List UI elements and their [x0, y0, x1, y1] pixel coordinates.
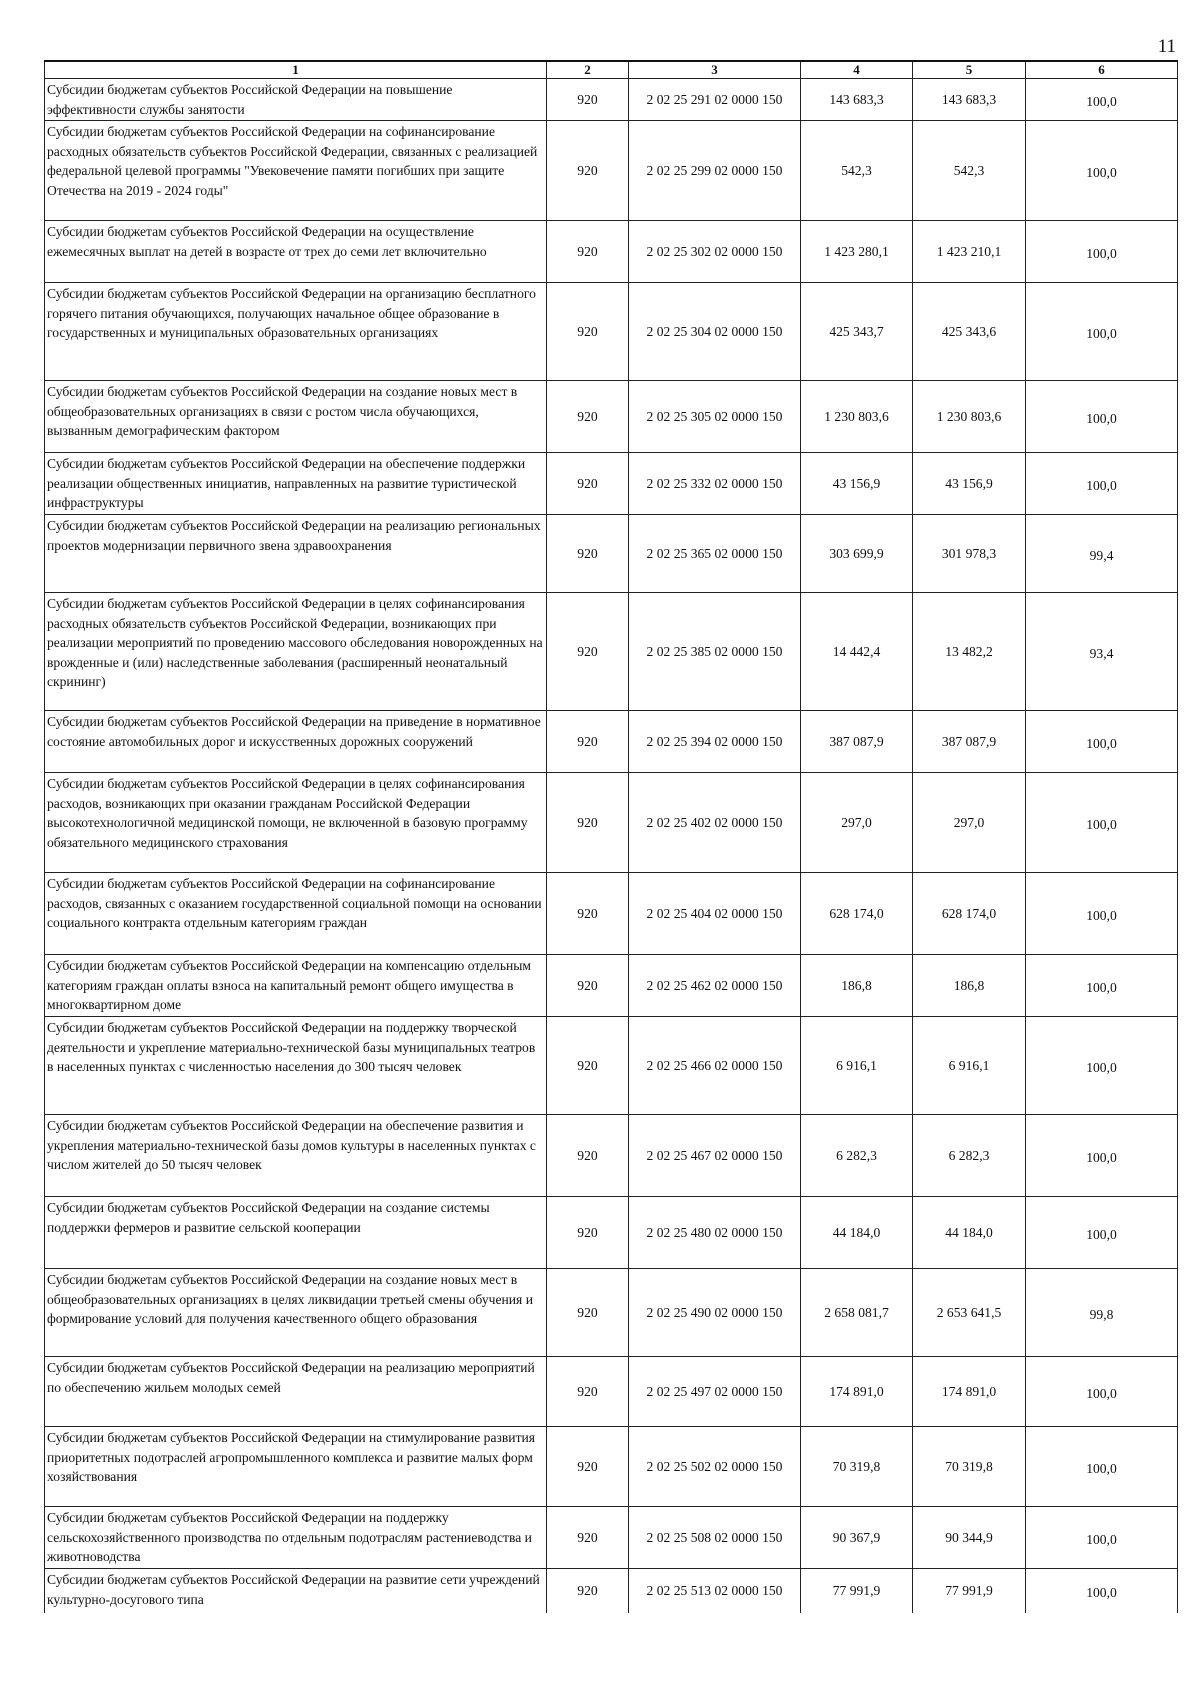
executed-amount: 44 184,0	[913, 1197, 1026, 1269]
subsidy-description: Субсидии бюджетам субъектов Российской Федерации на развитие сети учреждений культурно-досугового типа	[45, 1569, 547, 1613]
column-header: 2	[547, 61, 629, 79]
admin-code: 920	[547, 1197, 629, 1269]
budget-classification-code: 2 02 25 394 02 0000 150	[629, 711, 801, 773]
planned-amount: 297,0	[801, 773, 913, 873]
executed-amount: 186,8	[913, 955, 1026, 1017]
admin-code: 920	[547, 1269, 629, 1357]
execution-percent: 100,0	[1026, 283, 1178, 381]
table-row	[45, 1269, 1178, 1357]
planned-amount: 14 442,4	[801, 593, 913, 711]
admin-code: 920	[547, 1017, 629, 1115]
subsidy-description: Субсидии бюджетам субъектов Российской Федерации на софинансирование расходов, связанных с оказанием государственной социальной помощи на основании социального контракта отдельным категориям граждан	[45, 873, 547, 955]
subsidy-description: Субсидии бюджетам субъектов Российской Федерации на повышение эффективности службы занятости	[45, 79, 547, 121]
planned-amount: 70 319,8	[801, 1427, 913, 1507]
executed-amount: 1 423 210,1	[913, 221, 1026, 283]
budget-classification-code: 2 02 25 462 02 0000 150	[629, 955, 801, 1017]
column-header: 4	[801, 61, 913, 79]
subsidy-description: Субсидии бюджетам субъектов Российской Федерации в целях софинансирования расходных обязательств субъектов Российской Федерации, возникающих при реализации мероприятий по проведению массового обследования новорожденных на врожденные и (или) наследственные заболевания (расширенный неонатальный скрининг)	[45, 593, 547, 711]
execution-percent: 100,0	[1026, 453, 1178, 515]
subsidy-description: Субсидии бюджетам субъектов Российской Федерации на поддержку сельскохозяйственного производства по отдельным подотраслям растениеводства и животноводства	[45, 1507, 547, 1569]
budget-classification-code: 2 02 25 305 02 0000 150	[629, 381, 801, 453]
column-header: 1	[45, 61, 547, 79]
subsidy-description: Субсидии бюджетам субъектов Российской Федерации на осуществление ежемесячных выплат на детей в возрасте от трех до семи лет включительно	[45, 221, 547, 283]
budget-classification-code: 2 02 25 490 02 0000 150	[629, 1269, 801, 1357]
planned-amount: 6 282,3	[801, 1115, 913, 1197]
admin-code: 920	[547, 1115, 629, 1197]
table-row	[45, 711, 1178, 773]
planned-amount: 387 087,9	[801, 711, 913, 773]
table-row	[45, 955, 1178, 1017]
admin-code: 920	[547, 1569, 629, 1613]
budget-classification-code: 2 02 25 302 02 0000 150	[629, 221, 801, 283]
subsidy-description: Субсидии бюджетам субъектов Российской Федерации на реализацию мероприятий по обеспечению жильем молодых семей	[45, 1357, 547, 1427]
execution-percent: 100,0	[1026, 381, 1178, 453]
table-row	[45, 1357, 1178, 1427]
execution-percent: 100,0	[1026, 79, 1178, 121]
budget-classification-code: 2 02 25 467 02 0000 150	[629, 1115, 801, 1197]
planned-amount: 303 699,9	[801, 515, 913, 593]
table-header-row	[45, 61, 1178, 79]
admin-code: 920	[547, 515, 629, 593]
planned-amount: 174 891,0	[801, 1357, 913, 1427]
subsidy-description: Субсидии бюджетам субъектов Российской Федерации в целях софинансирования расходов, возникающих при оказании гражданам Российской Федерации высокотехнологичной медицинской помощи, не включенной в базовую программу обязательного медицинского страхования	[45, 773, 547, 873]
executed-amount: 2 653 641,5	[913, 1269, 1026, 1357]
table-row	[45, 515, 1178, 593]
budget-classification-code: 2 02 25 291 02 0000 150	[629, 79, 801, 121]
execution-percent: 100,0	[1026, 873, 1178, 955]
budget-classification-code: 2 02 25 480 02 0000 150	[629, 1197, 801, 1269]
planned-amount: 90 367,9	[801, 1507, 913, 1569]
subsidy-description: Субсидии бюджетам субъектов Российской Федерации на создание системы поддержки фермеров и развитие сельской кооперации	[45, 1197, 547, 1269]
admin-code: 920	[547, 593, 629, 711]
planned-amount: 6 916,1	[801, 1017, 913, 1115]
planned-amount: 43 156,9	[801, 453, 913, 515]
planned-amount: 542,3	[801, 121, 913, 221]
executed-amount: 77 991,9	[913, 1569, 1026, 1613]
execution-percent: 100,0	[1026, 1569, 1178, 1613]
execution-percent: 100,0	[1026, 1357, 1178, 1427]
subsidy-description: Субсидии бюджетам субъектов Российской Федерации на создание новых мест в общеобразовательных организациях в связи с ростом числа обучающихся, вызванным демографическим фактором	[45, 381, 547, 453]
admin-code: 920	[547, 121, 629, 221]
table-row	[45, 1427, 1178, 1507]
budget-classification-code: 2 02 25 497 02 0000 150	[629, 1357, 801, 1427]
budget-classification-code: 2 02 25 299 02 0000 150	[629, 121, 801, 221]
admin-code: 920	[547, 873, 629, 955]
admin-code: 920	[547, 773, 629, 873]
column-header: 6	[1026, 61, 1178, 79]
planned-amount: 143 683,3	[801, 79, 913, 121]
executed-amount: 542,3	[913, 121, 1026, 221]
table-row	[45, 1115, 1178, 1197]
execution-percent: 100,0	[1026, 1507, 1178, 1569]
execution-percent: 100,0	[1026, 711, 1178, 773]
execution-percent: 99,8	[1026, 1269, 1178, 1357]
subsidy-description: Субсидии бюджетам субъектов Российской Федерации на софинансирование расходных обязательств субъектов Российской Федерации, связанных с реализацией федеральной целевой программы "Увековечение памяти погибших при защите Отечества на 2019 - 2024 годы"	[45, 121, 547, 221]
budget-classification-code: 2 02 25 385 02 0000 150	[629, 593, 801, 711]
table-row	[45, 221, 1178, 283]
planned-amount: 77 991,9	[801, 1569, 913, 1613]
executed-amount: 425 343,6	[913, 283, 1026, 381]
budget-classification-code: 2 02 25 466 02 0000 150	[629, 1017, 801, 1115]
execution-percent: 100,0	[1026, 221, 1178, 283]
execution-percent: 100,0	[1026, 1115, 1178, 1197]
executed-amount: 90 344,9	[913, 1507, 1026, 1569]
subsidy-description: Субсидии бюджетам субъектов Российской Федерации на обеспечение поддержки реализации общественных инициатив, направленных на развитие туристической инфраструктуры	[45, 453, 547, 515]
executed-amount: 301 978,3	[913, 515, 1026, 593]
planned-amount: 1 230 803,6	[801, 381, 913, 453]
table-row	[45, 1569, 1178, 1613]
executed-amount: 6 916,1	[913, 1017, 1026, 1115]
subsidy-description: Субсидии бюджетам субъектов Российской Федерации на реализацию региональных проектов модернизации первичного звена здравоохранения	[45, 515, 547, 593]
subsidy-description: Субсидии бюджетам субъектов Российской Федерации на создание новых мест в общеобразовательных организациях в целях ликвидации третьей смены обучения и формирование условий для получения качественного общего образования	[45, 1269, 547, 1357]
subsidy-description: Субсидии бюджетам субъектов Российской Федерации на компенсацию отдельным категориям граждан оплаты взноса на капитальный ремонт общего имущества в многоквартирном доме	[45, 955, 547, 1017]
table-row	[45, 873, 1178, 955]
admin-code: 920	[547, 1427, 629, 1507]
planned-amount: 425 343,7	[801, 283, 913, 381]
planned-amount: 186,8	[801, 955, 913, 1017]
admin-code: 920	[547, 283, 629, 381]
budget-classification-code: 2 02 25 332 02 0000 150	[629, 453, 801, 515]
table-row	[45, 1017, 1178, 1115]
table-row	[45, 381, 1178, 453]
table-row	[45, 453, 1178, 515]
planned-amount: 628 174,0	[801, 873, 913, 955]
budget-subsidies-table	[44, 60, 1178, 1613]
execution-percent: 100,0	[1026, 1427, 1178, 1507]
execution-percent: 100,0	[1026, 1197, 1178, 1269]
executed-amount: 43 156,9	[913, 453, 1026, 515]
budget-classification-code: 2 02 25 502 02 0000 150	[629, 1427, 801, 1507]
table-row	[45, 1507, 1178, 1569]
execution-percent: 99,4	[1026, 515, 1178, 593]
executed-amount: 297,0	[913, 773, 1026, 873]
subsidy-description: Субсидии бюджетам субъектов Российской Федерации на обеспечение развития и укрепления материально-технической базы домов культуры в населенных пунктах с числом жителей до 50 тысяч человек	[45, 1115, 547, 1197]
table-row	[45, 79, 1178, 121]
admin-code: 920	[547, 711, 629, 773]
admin-code: 920	[547, 221, 629, 283]
executed-amount: 13 482,2	[913, 593, 1026, 711]
budget-classification-code: 2 02 25 365 02 0000 150	[629, 515, 801, 593]
budget-classification-code: 2 02 25 404 02 0000 150	[629, 873, 801, 955]
budget-classification-code: 2 02 25 304 02 0000 150	[629, 283, 801, 381]
subsidy-description: Субсидии бюджетам субъектов Российской Федерации на поддержку творческой деятельности и укрепление материально-технической базы муниципальных театров в населенных пунктах с численностью населения до 300 тысяч человек	[45, 1017, 547, 1115]
budget-classification-code: 2 02 25 508 02 0000 150	[629, 1507, 801, 1569]
admin-code: 920	[547, 79, 629, 121]
executed-amount: 174 891,0	[913, 1357, 1026, 1427]
admin-code: 920	[547, 453, 629, 515]
executed-amount: 1 230 803,6	[913, 381, 1026, 453]
executed-amount: 70 319,8	[913, 1427, 1026, 1507]
table-row	[45, 283, 1178, 381]
page-number: 11	[1157, 36, 1176, 57]
admin-code: 920	[547, 1507, 629, 1569]
execution-percent: 93,4	[1026, 593, 1178, 711]
planned-amount: 2 658 081,7	[801, 1269, 913, 1357]
execution-percent: 100,0	[1026, 121, 1178, 221]
execution-percent: 100,0	[1026, 773, 1178, 873]
table-row	[45, 773, 1178, 873]
executed-amount: 143 683,3	[913, 79, 1026, 121]
executed-amount: 628 174,0	[913, 873, 1026, 955]
admin-code: 920	[547, 955, 629, 1017]
subsidy-description: Субсидии бюджетам субъектов Российской Федерации на стимулирование развития приоритетных подотраслей агропромышленного комплекса и развитие малых форм хозяйствования	[45, 1427, 547, 1507]
budget-classification-code: 2 02 25 513 02 0000 150	[629, 1569, 801, 1613]
column-header: 3	[629, 61, 801, 79]
execution-percent: 100,0	[1026, 1017, 1178, 1115]
table-row	[45, 593, 1178, 711]
executed-amount: 6 282,3	[913, 1115, 1026, 1197]
planned-amount: 1 423 280,1	[801, 221, 913, 283]
admin-code: 920	[547, 1357, 629, 1427]
table-row	[45, 121, 1178, 221]
table-row	[45, 1197, 1178, 1269]
budget-classification-code: 2 02 25 402 02 0000 150	[629, 773, 801, 873]
subsidy-description: Субсидии бюджетам субъектов Российской Федерации на приведение в нормативное состояние автомобильных дорог и искусственных дорожных сооружений	[45, 711, 547, 773]
execution-percent: 100,0	[1026, 955, 1178, 1017]
admin-code: 920	[547, 381, 629, 453]
column-header: 5	[913, 61, 1026, 79]
subsidy-description: Субсидии бюджетам субъектов Российской Федерации на организацию бесплатного горячего питания обучающихся, получающих начальное общее образование в государственных и муниципальных образовательных организациях	[45, 283, 547, 381]
planned-amount: 44 184,0	[801, 1197, 913, 1269]
executed-amount: 387 087,9	[913, 711, 1026, 773]
